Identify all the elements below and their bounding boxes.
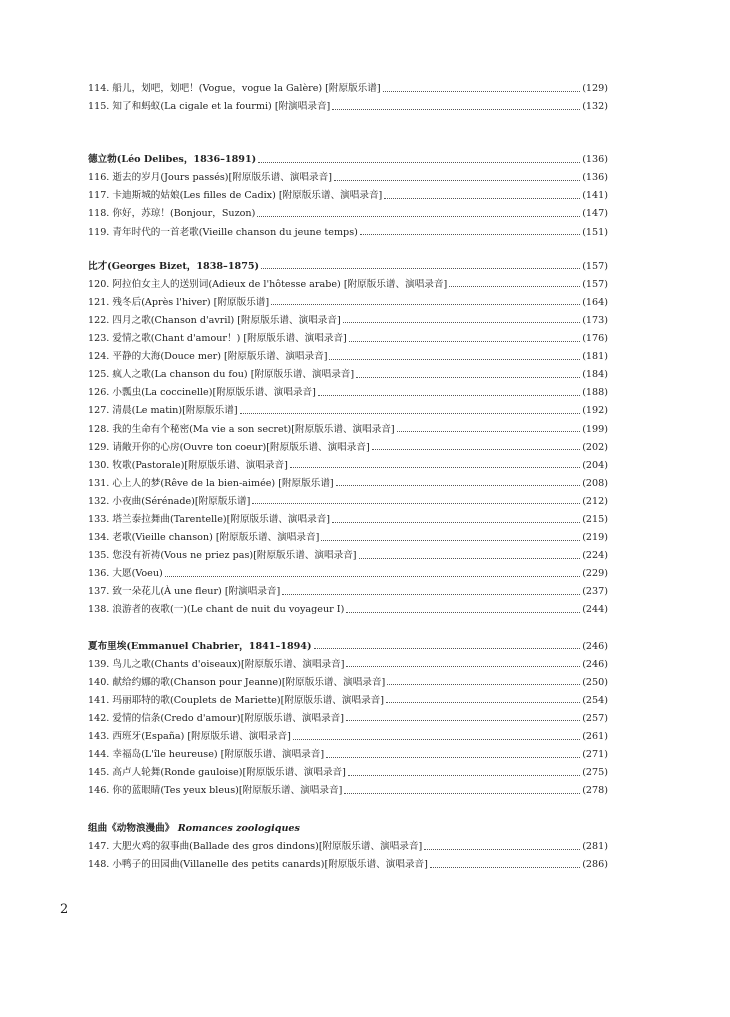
page-number: 2: [60, 902, 69, 917]
dot-leader: [359, 558, 581, 559]
entry-page: (257): [582, 712, 608, 724]
toc-entry[interactable]: [88, 728, 608, 746]
dot-leader: [332, 109, 580, 110]
dot-leader: [383, 91, 581, 92]
dot-leader: [282, 594, 580, 595]
dot-leader: [386, 702, 580, 703]
entry-title: 139. 鸟儿之歌(Chants d'oiseaux)[附原版乐谱、演唱录音]: [88, 658, 345, 670]
dot-leader: [356, 377, 580, 378]
entry-title: 134. 老歌(Vieille chanson) [附原版乐谱、演唱录音]: [88, 532, 320, 544]
toc-entry[interactable]: [88, 348, 608, 366]
toc-entry[interactable]: [88, 421, 608, 439]
entry-title: 142. 爱情的信条(Credo d'amour)[附原版乐谱、演唱录音]: [88, 712, 344, 724]
dot-leader: [165, 576, 580, 577]
entry-page: (147): [582, 208, 608, 220]
dot-leader: [326, 757, 580, 758]
toc-entry[interactable]: [88, 710, 608, 728]
entry-page: (275): [582, 767, 608, 779]
toc-entry[interactable]: [88, 764, 608, 782]
entry-page: (204): [582, 459, 608, 471]
toc-entry[interactable]: [88, 276, 608, 294]
entry-title: 115. 知了和蚂蚁(La cigale et la fourmi) [附演唱录音]: [88, 101, 331, 113]
entry-page: (151): [582, 226, 608, 238]
dot-leader: [261, 268, 580, 269]
dot-leader: [346, 612, 580, 613]
entry-title: 148. 小鸭子的田园曲(Villanelle des petits canards)[附原版乐谱、演唱录音]: [88, 859, 428, 871]
entry-page: (176): [582, 333, 608, 345]
dot-leader: [257, 216, 580, 217]
toc-entry[interactable]: [88, 601, 608, 619]
toc-entry[interactable]: [88, 511, 608, 529]
dot-leader: [332, 522, 580, 523]
dot-leader: [344, 793, 580, 794]
dot-leader: [252, 503, 580, 504]
toc-entry[interactable]: [88, 98, 608, 116]
entry-page: (215): [582, 513, 608, 525]
dot-leader: [343, 322, 580, 323]
toc-entry[interactable]: [88, 439, 608, 457]
entry-page: (237): [582, 586, 608, 598]
dot-leader: [314, 648, 581, 649]
dot-leader: [449, 286, 580, 287]
entry-title: 137. 致一朵花儿(À une fleur) [附演唱录音]: [88, 586, 281, 598]
composer-heading-delibes[interactable]: [88, 151, 608, 169]
entry-title: 114. 船儿，划吧，划吧！(Vogue，vogue la Galère) [附原版乐谱]: [88, 83, 381, 94]
entry-title: 116. 逝去的岁月(Jours passés)[附原版乐谱、演唱录音]: [88, 172, 332, 184]
entry-title: 117. 卡迪斯城的姑娘(Les filles de Cadix) [附原版乐谱、演唱录音]: [88, 190, 383, 202]
entry-page: (229): [582, 568, 608, 580]
toc-entry[interactable]: [88, 475, 608, 493]
entry-title: 125. 疯人之歌(La chanson du fou) [附原版乐谱、演唱录音]: [88, 369, 355, 381]
composer-heading-chabrier[interactable]: [88, 638, 608, 656]
entry-page: (192): [582, 405, 608, 417]
entry-page: (157): [582, 260, 608, 272]
dot-leader: [329, 359, 580, 360]
dot-leader: [430, 867, 580, 868]
entry-title: 138. 浪游者的夜歌(一)(Le chant de nuit du voyageur I): [88, 604, 345, 616]
dot-leader: [384, 198, 580, 199]
entry-title: 132. 小夜曲(Sérénade)[附原版乐谱]: [88, 495, 251, 507]
toc-entry[interactable]: [88, 493, 608, 511]
entry-page: (278): [582, 785, 608, 797]
toc-entry[interactable]: [88, 529, 608, 547]
dot-leader: [424, 849, 580, 850]
entry-title: 119. 青年时代的一首老歌(Vieille chanson du jeune temps): [88, 226, 358, 238]
toc-entry[interactable]: [88, 838, 608, 856]
entry-title: 145. 高卢人轮舞(Ronde gauloise)[附原版乐谱、演唱录音]: [88, 767, 346, 779]
entry-title: 122. 四月之歌(Chanson d'avril) [附原版乐谱、演唱录音]: [88, 314, 341, 326]
entry-page: (261): [582, 731, 608, 742]
entry-page: (281): [582, 841, 608, 853]
dot-leader: [346, 720, 580, 721]
entry-page: (254): [582, 694, 608, 706]
entry-title: 147. 大肥火鸡的叙事曲(Ballade des gros dindons)[附原版乐谱、演唱录音]: [88, 841, 423, 853]
toc-entry[interactable]: [88, 782, 608, 800]
dot-leader: [334, 180, 580, 181]
entry-page: (244): [582, 604, 608, 616]
dot-leader: [348, 775, 580, 776]
entry-page: (199): [582, 423, 608, 435]
dot-leader: [360, 234, 580, 235]
dot-leader: [346, 666, 580, 667]
entry-title: 127. 清晨(Le matin)[附原版乐谱]: [88, 405, 238, 417]
entry-page: (181): [582, 351, 608, 363]
entry-title: 140. 献给约娜的歌(Chanson pour Jeanne)[附原版乐谱、演唱录音]: [88, 676, 386, 688]
entry-title: 124. 平静的大海(Douce mer) [附原版乐谱、演唱录音]: [88, 351, 328, 363]
entry-title: 121. 残冬后(Après l'hiver) [附原版乐谱]: [88, 296, 270, 308]
entry-title: 143. 西班牙(España) [附原版乐谱、演唱录音]: [88, 731, 291, 742]
entry-page: (173): [582, 314, 608, 326]
dot-leader: [397, 431, 581, 432]
composer-name: 比才(Georges Bizet，1838–1875): [88, 260, 260, 272]
toc-entry[interactable]: [88, 312, 608, 330]
dot-leader: [293, 739, 580, 740]
collection-title-cn: 组曲《动物浪漫曲》: [88, 823, 175, 835]
entry-page: (136): [582, 172, 608, 184]
entry-title: 120. 阿拉伯女主人的送别词(Adieux de l'hôtesse arabe) [附原版乐谱、演唱录音]: [88, 278, 448, 290]
toc-entry[interactable]: [88, 457, 608, 475]
entry-title: 126. 小瓢虫(La coccinelle)[附原版乐谱、演唱录音]: [88, 387, 316, 399]
entry-page: (164): [582, 296, 608, 308]
entry-page: (286): [582, 859, 608, 871]
collection-heading: [88, 820, 608, 838]
entry-title: 141. 玛丽耶特的歌(Couplets de Mariette)[附原版乐谱、演唱录音]: [88, 694, 385, 706]
dot-leader: [387, 684, 580, 685]
dot-leader: [372, 449, 580, 450]
entry-title: 128. 我的生命有个秘密(Ma vie a son secret)[附原版乐谱、演唱录音]: [88, 423, 395, 435]
toc-entry[interactable]: [88, 692, 608, 710]
toc-entry[interactable]: [88, 746, 608, 764]
entry-page: (271): [582, 749, 608, 761]
entry-page: (250): [582, 676, 608, 688]
toc-entry[interactable]: [88, 169, 608, 187]
dot-leader: [240, 413, 581, 414]
entry-page: (141): [582, 190, 608, 202]
entry-page: (246): [582, 658, 608, 670]
entry-page: (184): [582, 369, 608, 381]
entry-page: (202): [582, 441, 608, 453]
toc-entry[interactable]: [88, 187, 608, 205]
entry-page: (246): [582, 640, 608, 652]
entry-title: 146. 你的蓝眼睛(Tes yeux bleus)[附原版乐谱、演唱录音]: [88, 785, 343, 797]
entry-page: (157): [582, 278, 608, 290]
toc-entry[interactable]: [88, 656, 608, 674]
toc-entry[interactable]: [88, 674, 608, 692]
entry-page: (208): [582, 477, 608, 489]
entry-page: (212): [582, 495, 608, 507]
toc-entry[interactable]: [88, 402, 608, 420]
toc-entry[interactable]: [88, 224, 608, 242]
toc-entry[interactable]: [88, 547, 608, 565]
toc-entry[interactable]: [88, 330, 608, 348]
toc-entry[interactable]: [88, 294, 608, 312]
composer-heading-bizet[interactable]: [88, 258, 608, 276]
entry-title: 136. 大愿(Voeu): [88, 568, 163, 580]
dot-leader: [290, 467, 580, 468]
entry-title: 133. 塔兰泰拉舞曲(Tarentelle)[附原版乐谱、演唱录音]: [88, 513, 331, 525]
toc-entry[interactable]: [88, 856, 608, 874]
dot-leader: [349, 341, 580, 342]
composer-name: 夏布里埃(Emmanuel Chabrier，1841–1894): [88, 640, 312, 652]
dot-leader: [258, 162, 580, 163]
entry-page: (219): [582, 532, 608, 544]
toc-entry[interactable]: [88, 366, 608, 384]
dot-leader: [321, 540, 580, 541]
entry-page: (136): [582, 154, 608, 166]
entry-page: (132): [582, 101, 608, 113]
entry-page: (129): [582, 83, 608, 94]
entry-title: 131. 心上人的梦(Rêve de la bien-aimée) [附原版乐谱]: [88, 477, 334, 489]
toc-entry[interactable]: [88, 80, 608, 98]
entry-page: (188): [582, 387, 608, 399]
collection-title-fr: Romances zoologiques: [177, 823, 300, 835]
entry-title: 130. 牧歌(Pastorale)[附原版乐谱、演唱录音]: [88, 459, 288, 471]
toc-entry[interactable]: [88, 205, 608, 223]
table-of-contents: [88, 80, 608, 875]
entry-title: 135. 您没有祈祷(Vous ne priez pas)[附原版乐谱、演唱录音]: [88, 550, 357, 562]
entry-title: 118. 你好，苏琼！(Bonjour，Suzon): [88, 208, 256, 220]
dot-leader: [271, 304, 580, 305]
toc-entry[interactable]: [88, 565, 608, 583]
dot-leader: [336, 485, 581, 486]
entry-title: 123. 爱情之歌(Chant d'amour！) [附原版乐谱、演唱录音]: [88, 333, 347, 345]
composer-name: 德立勃(Léo Delibes，1836–1891): [88, 154, 257, 166]
toc-entry[interactable]: [88, 583, 608, 601]
entry-title: 129. 请敞开你的心房(Ouvre ton coeur)[附原版乐谱、演唱录音]: [88, 441, 370, 453]
dot-leader: [318, 395, 580, 396]
entry-title: 144. 幸福岛(L'île heureuse) [附原版乐谱、演唱录音]: [88, 749, 325, 761]
entry-page: (224): [582, 550, 608, 562]
toc-entry[interactable]: [88, 384, 608, 402]
